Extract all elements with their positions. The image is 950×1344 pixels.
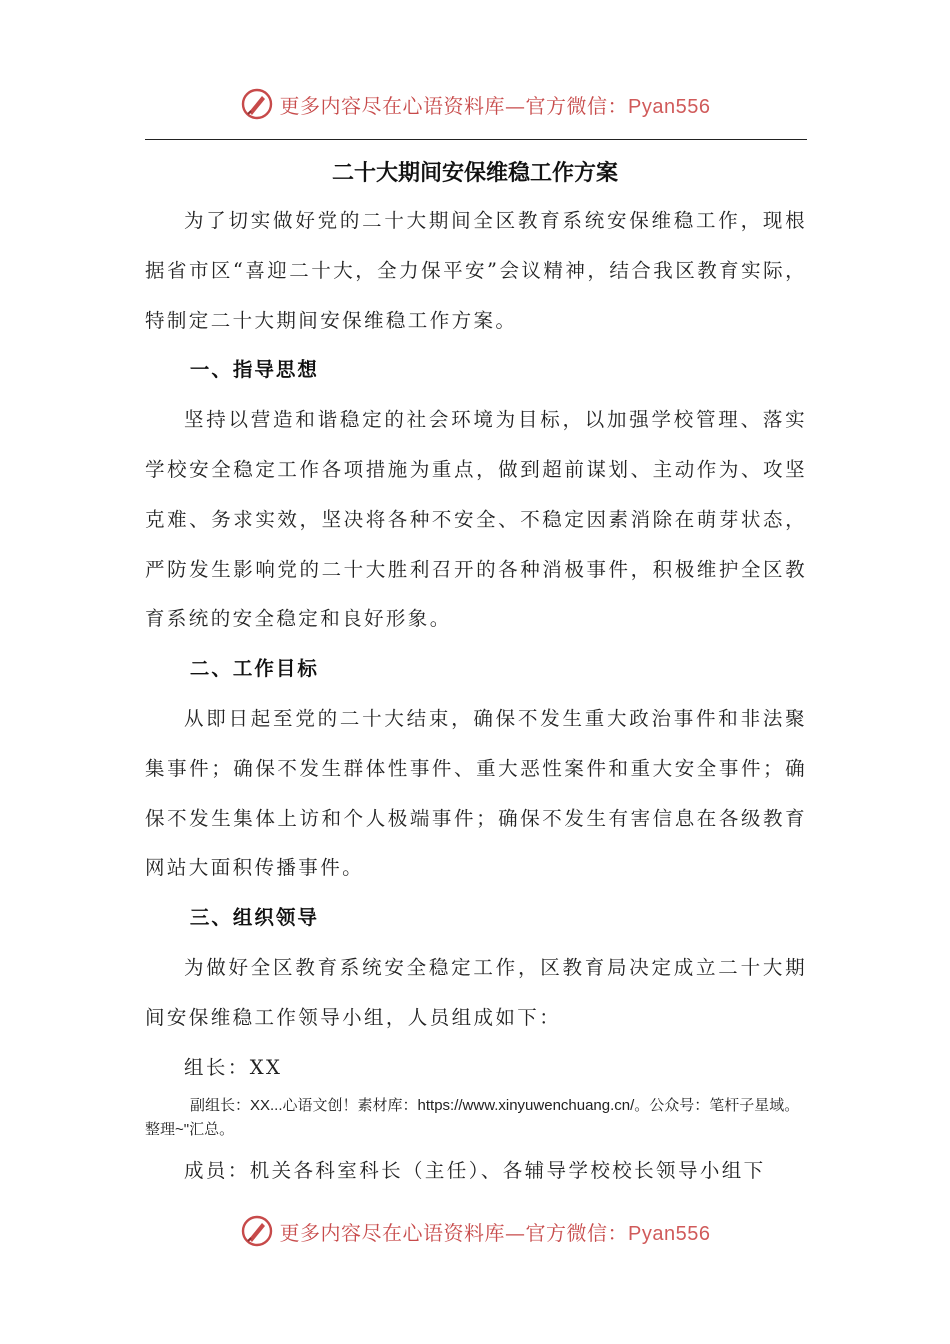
deputy-leader-note: 副组长：XX...心语文创！素材库：https://www.xinyuwenchuang.cn/。公众号：笔杆子星域。整理~"汇总。 <box>145 1097 800 1139</box>
section-paragraph-guiding-thought: 坚持以营造和谐稳定的社会环境为目标，以加强学校管理、落实学校安全稳定工作各项措施为重点，做到超前谋划、主动作为、攻坚克难、务求实效，坚决将各种不安全、不稳定因素消除在萌芽状态，严防发生影响党的二十大胜利召开的各种消极事件，积极维护全区教育系统的安全稳定和良好形象。 <box>145 408 807 631</box>
document-body <box>145 196 807 1196</box>
watermark-handle: Pyan556 <box>628 1222 711 1245</box>
pen-logo-icon <box>240 87 274 121</box>
leader-line: 组长：XX <box>184 1055 283 1079</box>
watermark-site-text: 更多内容尽在心语资料库—官方微信： <box>279 1220 629 1245</box>
section-paragraph-organization: 为做好全区教育系统安全稳定工作，区教育局决定成立二十大期间安保维稳工作领导小组，人员组成如下： <box>145 955 807 1029</box>
members-line: 成员：机关各科室科长（主任）、各辅导学校校长领导小组下 <box>184 1159 766 1183</box>
document-title: 二十大期间安保维稳工作方案 <box>331 161 618 186</box>
section-heading-guiding-thought: 一、指导思想 <box>189 358 319 382</box>
section-heading-organization: 三、组织领导 <box>189 906 319 930</box>
watermark-text <box>280 90 711 119</box>
watermark-banner-top <box>0 84 950 124</box>
watermark-banner-bottom <box>0 1211 950 1251</box>
watermark-site-text: 更多内容尽在心语资料库—官方微信： <box>279 93 629 118</box>
watermark-text <box>280 1217 711 1246</box>
header-divider <box>145 139 807 140</box>
watermark-handle: Pyan556 <box>628 95 711 118</box>
intro-paragraph: 为了切实做好党的二十大期间全区教育系统安保维稳工作，现根据省市区“喜迎二十大，全力保平安”会议精神，结合我区教育实际，特制定二十大期间安保维稳工作方案。 <box>145 209 807 332</box>
pen-logo-icon <box>240 1214 274 1248</box>
section-heading-work-goals: 二、工作目标 <box>189 657 319 681</box>
section-paragraph-work-goals: 从即日起至党的二十大结束，确保不发生重大政治事件和非法聚集事件；确保不发生群体性事件、重大恶性案件和重大安全事件；确保不发生集体上访和个人极端事件；确保不发生有害信息在各级教育网站大面积传播事件。 <box>145 706 807 880</box>
